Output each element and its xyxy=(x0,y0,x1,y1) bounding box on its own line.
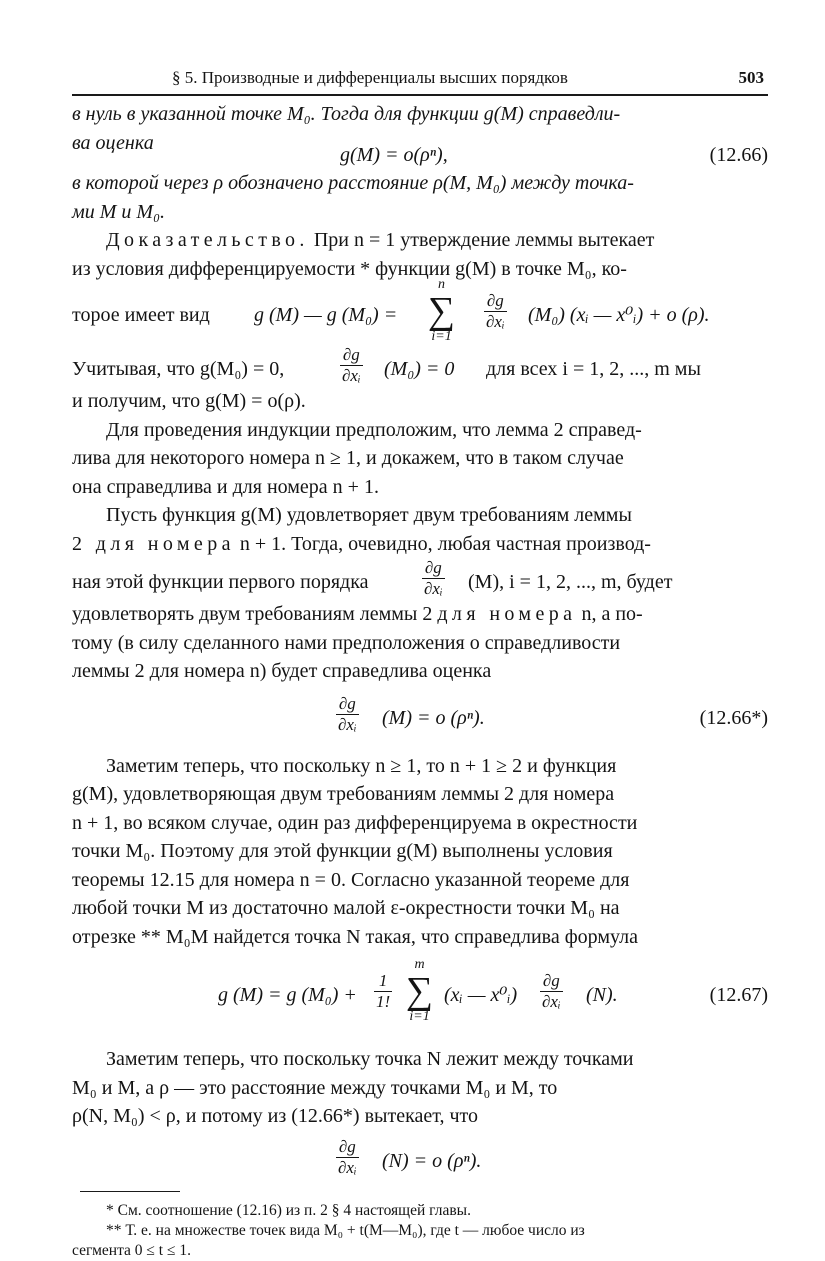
para4-line-2: g(M), удовлетворяющая двум требованиям леммы 2 для номера xyxy=(72,783,615,805)
spaced-text: 2 для номера xyxy=(72,532,235,555)
equation-number: (12.66) xyxy=(709,143,768,166)
proof-formula-line xyxy=(72,277,768,345)
text-segment: для всех i = 1, 2, ..., m мы xyxy=(486,358,701,380)
spaced-text: для номера xyxy=(437,603,577,625)
lemma-line-1: в нуль в указанной точке M₀. Тогда для функции g(M) справедли- xyxy=(72,103,621,125)
lemma-line-3: в которой через ρ обозначено расстояние ρ(M, M₀) между точка- xyxy=(72,172,634,194)
para4-line-3: n + 1, во всяком случае, один раз дифференцируема в окрестности xyxy=(72,811,638,834)
formula-12-66-star xyxy=(72,686,768,744)
page-number: 503 xyxy=(738,68,764,87)
formula-12-67 xyxy=(72,951,768,1035)
lemma-line-2 xyxy=(72,129,768,166)
pd-denominator: ∂xᵢ xyxy=(338,1157,357,1177)
para3-line-1: Пусть функция g(M) удовлетворяет двум требованиям леммы xyxy=(106,504,632,526)
formula-lead: торое имеет вид xyxy=(72,304,210,326)
para5-line-2: M₀ и M, а ρ — это расстояние между точками M₀ и M, то xyxy=(72,1076,558,1099)
formula-text: (N). xyxy=(586,984,618,1006)
proof-line-2: из условия дифференцируемости * функции g(M) в точке M₀, ко- xyxy=(72,257,627,280)
para2-line-1: Для проведения индукции предположим, что лемма 2 справед- xyxy=(106,418,642,441)
sigma-glyph: ∑ xyxy=(428,290,456,332)
formula-rhs: (M₀) (xᵢ — x⁰ᵢ) + o (ρ). xyxy=(528,304,710,326)
text-segment: (M₀) = 0 xyxy=(384,358,455,380)
pd-denominator: ∂xᵢ xyxy=(338,714,357,734)
para3-line-3 xyxy=(72,558,768,600)
para4-line-7: отрезке ** M₀M найдется точка N такая, что справедлива формула xyxy=(72,925,639,948)
para4-line-6: любой точки M из достаточно малой ε-окрестности точки M₀ на xyxy=(72,897,620,919)
para3-line-5: тому (в силу сделанного нами предположения о справедливости xyxy=(72,631,621,654)
fraction-one-over-factorial xyxy=(374,971,392,1012)
section-title: § 5. Производные и дифференциалы высших порядков xyxy=(172,68,568,87)
pd-numerator: ∂g xyxy=(484,291,507,312)
partial-derivative xyxy=(484,291,507,332)
para3-line-4 xyxy=(72,600,768,629)
proof-text: При n = 1 утверждение леммы вытекает xyxy=(308,229,655,251)
formula-12-66: g(M) = o(ρⁿ), xyxy=(340,143,448,166)
pd-denominator: ∂xᵢ xyxy=(424,579,443,598)
text-segment: n + 1. Тогда, очевидно, любая частная производ- xyxy=(234,532,651,555)
pd-denominator: ∂xᵢ xyxy=(542,992,561,1011)
header-rule xyxy=(72,94,768,96)
sigma-glyph: ∑ xyxy=(406,970,434,1012)
text-segment: (M), i = 1, 2, ..., m, будет xyxy=(468,571,673,593)
para2-line-3: она справедлива и для номера n + 1. xyxy=(72,475,379,498)
pd-numerator: ∂g xyxy=(422,558,445,579)
partial-derivative xyxy=(340,345,363,386)
running-header xyxy=(72,56,768,86)
partial-derivative xyxy=(422,558,445,599)
para4-line-1: Заметим теперь, что поскольку n ≥ 1, то n + 1 ≥ 2 и функция xyxy=(106,754,617,777)
proof-line-4 xyxy=(72,345,768,387)
formula-text: (N) = o (ρⁿ). xyxy=(382,1149,482,1172)
para5-line-3: ρ(N, M₀) < ρ, и потому из (12.66*) вытекает, что xyxy=(72,1105,479,1127)
pd-denominator: ∂xᵢ xyxy=(486,312,505,331)
para4-line-4: точки M₀. Поэтому для этой функции g(M) выполнены условия xyxy=(72,840,613,862)
footnote-2: ** Т. е. на множестве точек вида M₀ + t(M—M₀), где t — любое число из xyxy=(106,1221,585,1239)
pd-numerator: ∂g xyxy=(540,971,563,992)
formula-text: (M) = o (ρⁿ). xyxy=(382,706,485,729)
frac-numerator: 1 xyxy=(374,971,392,992)
proof-line-5: и получим, что g(M) = o(ρ). xyxy=(72,390,306,412)
para2-line-2: лива для некоторого номера n ≥ 1, и докажем, что в таком случае xyxy=(72,447,624,469)
formula-final xyxy=(72,1131,768,1187)
pd-denominator: ∂xᵢ xyxy=(342,366,361,385)
equation-number: (12.67) xyxy=(709,984,768,1006)
pd-numerator: ∂g xyxy=(336,1137,359,1158)
pd-numerator: ∂g xyxy=(340,345,363,366)
frac-denominator: 1! xyxy=(376,992,391,1011)
page xyxy=(72,56,768,1261)
sum-upper-limit: m xyxy=(414,957,425,972)
pd-numerator: ∂g xyxy=(336,694,359,715)
formula-lhs: g (M) — g (M₀) = xyxy=(254,304,398,326)
para3-line-2 xyxy=(72,530,768,559)
text-segment: удовлетворять двум требованиям леммы 2 xyxy=(72,603,438,625)
sum-symbol xyxy=(406,957,433,1025)
para4-line-5: теоремы 12.15 для номера n = 0. Согласно указанной теореме для xyxy=(72,868,630,891)
footnote-2-cont: сегмента 0 ≤ t ≤ 1. xyxy=(72,1241,191,1259)
lemma-text: ва оценка xyxy=(72,131,154,154)
text-segment: n, а по- xyxy=(576,603,643,625)
lemma-line-4: ми M и M₀. xyxy=(72,200,166,223)
sum-lower-limit: i=1 xyxy=(409,1009,430,1024)
footnote-1: * См. соотношение (12.16) из п. 2 § 4 настоящей главы. xyxy=(106,1201,471,1219)
partial-derivative xyxy=(336,1137,359,1178)
text-segment: Учитывая, что g(M₀) = 0, xyxy=(72,358,285,380)
sum-lower-limit: i=1 xyxy=(431,329,452,344)
footnote-rule xyxy=(80,1191,180,1192)
formula-text: g (M) = g (M₀) + xyxy=(218,984,357,1006)
formula-text: (xᵢ — x⁰ᵢ) xyxy=(444,984,518,1006)
sum-upper-limit: n xyxy=(438,277,446,292)
proof-word: Доказательство. xyxy=(106,229,309,251)
partial-derivative xyxy=(540,971,563,1012)
para5-line-1: Заметим теперь, что поскольку точка N лежит между точками xyxy=(106,1048,634,1070)
text-segment: ная этой функции первого порядка xyxy=(72,571,369,593)
proof-line-1 xyxy=(72,226,768,255)
equation-number: (12.66*) xyxy=(699,706,768,729)
partial-derivative xyxy=(336,694,359,735)
para3-line-6: леммы 2 для номера n) будет справедлива оценка xyxy=(72,660,492,682)
sum-symbol xyxy=(428,277,455,345)
